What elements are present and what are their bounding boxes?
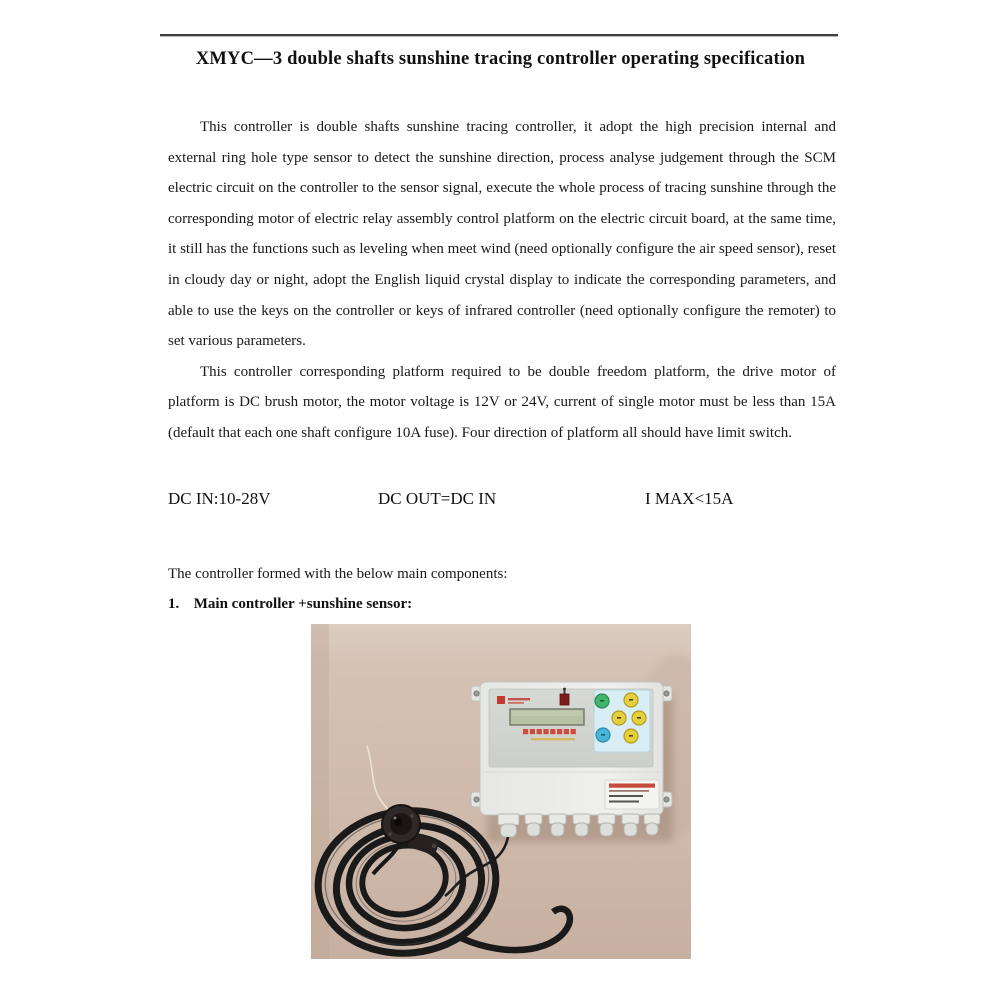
- logo-mark-icon: [497, 696, 505, 704]
- spec-dc-in: DC IN:10-28V: [168, 489, 271, 508]
- label-text-line: [609, 790, 649, 792]
- logo-text-line: [508, 702, 524, 704]
- led-tip: [563, 688, 566, 691]
- sensor-detail-dot: [388, 832, 391, 835]
- spec-i-max: I MAX<15A: [645, 489, 734, 508]
- sensor-highlight: [394, 817, 397, 820]
- device-label: [605, 780, 659, 809]
- cable-gland: [549, 814, 566, 836]
- label-title-line: [609, 784, 655, 788]
- led-stem: [564, 690, 566, 694]
- paragraph-2: This controller corresponding platform required to be double freedom platform, the drive motor of platform is DC brush motor, the motor voltage is 12V or 24V, current of single motor must be less than 15A (default that each one shaft configure 10A fuse). Four direction of platform all should have limit switch.: [168, 363, 836, 441]
- cable-gland: [525, 814, 542, 836]
- product-photo: [311, 624, 691, 959]
- bracket-hole-icon: [432, 844, 436, 848]
- label-text-line: [609, 795, 643, 797]
- list-item-label: Main controller +sunshine sensor:: [193, 596, 413, 612]
- cable-gland: [573, 814, 590, 836]
- list-item-number: 1.: [168, 596, 180, 612]
- screw-icon: [474, 691, 479, 696]
- specs-row: [168, 489, 836, 513]
- label-text-line: [609, 801, 639, 803]
- lcd-glare: [512, 711, 582, 716]
- paragraph-1: This controller is double shafts sunshine tracing controller, it adopt the high precision internal and external ring hole type sensor to detect the sunshine direction, process analyse judgement through the SCM electric circuit on the controller to the sensor signal, execute the whole process of tracing sunshine through the corresponding motor of electric relay assembly control platform on the electric circuit board, at the same time, it still has the functions such as leveling when meet wind (need optionally configure the air speed sensor), reset in cloudy day or night, adopt the English liquid crystal display to indicate the corresponding parameters, and able to use the keys on the controller or keys of infrared controller (need optionally configure the remoter) to set various parameters.: [168, 119, 836, 350]
- cable-gland: [598, 814, 615, 836]
- ir-receiver: [560, 694, 569, 705]
- lcd-subcaption: [531, 738, 575, 740]
- list-item-main-controller: [168, 596, 836, 613]
- spec-dc-out: DC OUT=DC IN: [378, 489, 497, 508]
- sensor-detail-dot: [410, 814, 413, 817]
- screw-icon: [474, 797, 479, 802]
- body-text: [168, 112, 836, 449]
- cable-gland: [622, 814, 639, 836]
- page-title: XMYC—3 double shafts sunshine tracing controller operating specification: [195, 49, 806, 69]
- components-intro: The controller formed with the below main components:: [168, 566, 508, 582]
- screw-icon: [664, 797, 669, 802]
- screw-icon: [664, 691, 669, 696]
- logo-text-line: [508, 698, 530, 700]
- header-rule: [160, 34, 838, 36]
